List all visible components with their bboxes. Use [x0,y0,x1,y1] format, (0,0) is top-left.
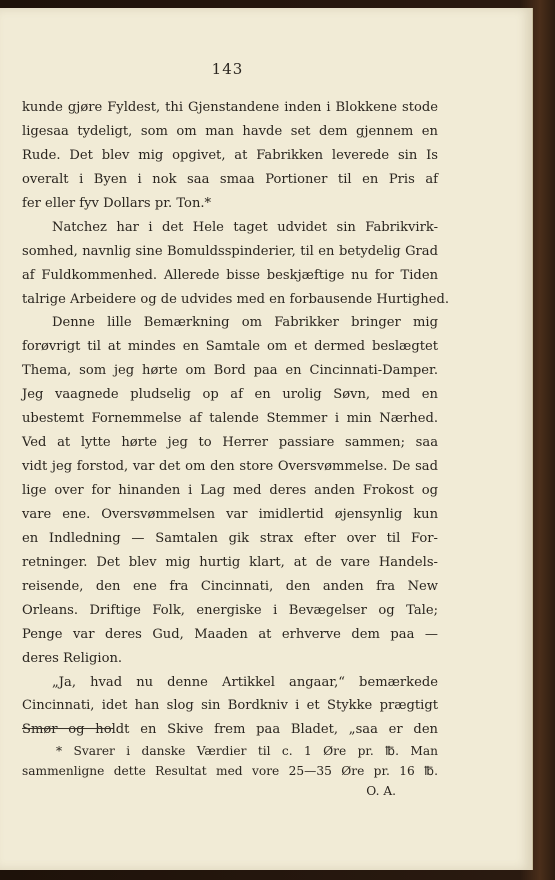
text-line: Jeg vaagnede pludselig op af en urolig Søvn, med en [22,387,438,403]
footnote [22,741,438,801]
text-line: deres Religion. [22,650,123,666]
text-line: ligesaa tydeligt, som om man havde set dem gjennem en [22,123,438,139]
text-line: lige over for hinanden i Lag med deres anden Frokost og [22,483,438,498]
footnote-line: sammenligne dette Resultat med vore 25—35 Øre pr. 16 ℔. [22,764,438,778]
text-line: vare ene. Oversvømmelsen var imidlertid øjensynlig kun [22,506,438,522]
footnote-line: * Svarer i danske Værdier til c. 1 Øre pr. ℔. Man [56,744,438,758]
text-line: kunde gjøre Fyldest, thi Gjenstandene inden i Blokkene stode [22,100,438,115]
text-line: en Indledning — Samtalen gik strax efter over til For- [22,530,438,546]
footnote-divider [22,728,114,729]
text-line: vidt jeg forstod, var det om den store Oversvømmelse. De sad [22,459,438,475]
paragraph-start-line: Denne lille Bemærkning om Fabrikker bringer mig [52,315,438,331]
text-line: ubestemt Fornemmelse af talende Stemmer i min Nærhed. [22,411,438,427]
text-line: reisende, den ene fra Cincinnati, den anden fra New [22,578,438,594]
page-body-text [22,96,449,742]
text-line: talrige Arbeidere og de udvides med en forbausende Hurtighed. [22,291,449,307]
text-line: Rude. Det blev mig opgivet, at Fabrikken leverede sin Is [22,147,438,163]
text-line: somhed, navnlig sine Bomuldsspinderier, til en betydelig Grad [22,243,438,259]
text-line: fer eller fyv Dollars pr. Ton.* [22,195,212,211]
paragraph-start-line: „Ja, hvad nu denne Artikkel angaar,“ bemærkede [52,674,438,690]
text-line: Smør og holdt en Skive frem paa Bladet, „saa er den [22,722,438,738]
paragraph-start-line: Natchez har i det Hele taget udvidet sin Fabrikvirk- [52,219,438,235]
text-line: retninger. Det blev mig hurtig klart, at de vare Handels- [22,554,438,570]
text-line: forøvrigt til at mindes en Samtale om et dermed beslægtet [22,339,438,355]
page-number: 143 [211,60,244,78]
text-line: Orleans. Driftige Folk, energiske i Bevægelser og Tale; [22,602,438,618]
text-line: overalt i Byen i nok saa smaa Portioner til en Pris af [22,171,438,187]
book-page [0,8,533,870]
text-line: Cincinnati, idet han slog sin Bordkniv i et Stykke prægtigt [22,698,438,714]
text-line: Penge var deres Gud, Maaden at erhverve dem paa — [22,626,438,642]
text-line: Thema, som jeg hørte om Bord paa en Cincinnati-Damper. [22,363,438,379]
footnote-signature: O. A. [366,784,396,798]
text-line: af Fuldkommenhed. Allerede bisse beskjæftige nu for Tiden [22,267,438,283]
text-line: Ved at lytte hørte jeg to Herrer passiare sammen; saa [22,435,438,451]
